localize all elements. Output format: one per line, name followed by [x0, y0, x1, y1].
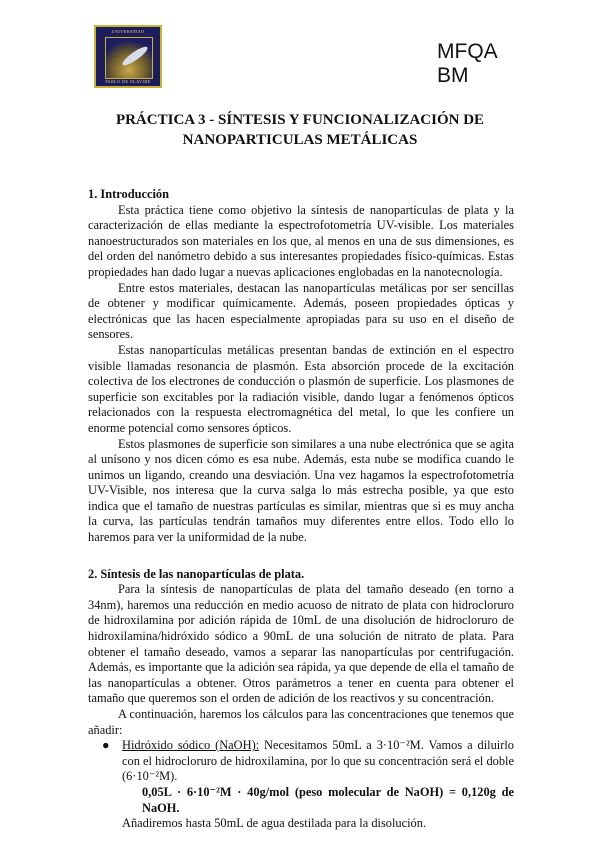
course-code	[437, 40, 498, 88]
paragraph: Estos plasmones de superficie son similares a una nube electrónica que se agita al unísono y nos dicen cómo es esa nube. Además, esta nube se modifica cuando le unimos un ligando, creando una desviación. Una vez hagamos la espectrofotometría UV-Visible, nos interesa que la curva salga lo más estrecha posible, ya que esto indica que el tamaño de nuestras partículas es similar, mientras que si es muy ancha la curva, las partículas tendrán tamaños muy diferentes entre ellos. Todo ello lo haremos para ver la uniformidad de la nube.	[88, 436, 514, 545]
quill-icon	[120, 44, 149, 68]
bullet-label: Hidróxido sódico (NaOH):	[122, 738, 260, 753]
title-line1: PRÁCTICA 3 - SÍNTESIS Y FUNCIONALIZACIÓN DE	[115, 112, 485, 128]
section-heading-synthesis: 2. Síntesis de las nanopartículas de plata.	[88, 566, 305, 581]
bullet-list	[88, 738, 514, 832]
title-line2: NANOPARTICULAS METÁLICAS	[182, 132, 418, 148]
logo-text-bottom: PABLO DE OLAVIDE	[105, 79, 151, 84]
course-code-line1: MFQA	[437, 40, 498, 63]
course-code-line2: BM	[437, 64, 469, 87]
bullet-note: Añadiremos hasta 50mL de agua destilada para la disolución.	[122, 816, 427, 831]
document-title	[60, 110, 540, 150]
paragraph: Para la síntesis de nanopartículas de plata del tamaño deseado (en torno a 34nm), haremos una reducción en medio acuoso de nitrato de plata con hidrocloruro de hidroxilamina por adición rápida de 10mL de una disolución de hidrocloruro de hidroxilamina/hidróxido sódico a 90mL de una solución de nitrato de plata. Para obtener el tamaño deseado, vamos a separar las nanopartículas por centrifugación. Además, es importante que la adición sea rápida, ya que depende de ella el tamaño de las nanopartículas a obtener. Otros parámetros a tener en cuenta para obtener el tamaño que queremos son el orden de adición de los reactivos y su concentración.	[88, 582, 514, 706]
formula: 0,05L · 6·10⁻²M · 40g/mol (peso molecular de NaOH) = 0,120g de NaOH.	[142, 784, 514, 815]
section-heading-introduction: 1. Introducción	[88, 187, 170, 201]
list-item	[102, 738, 514, 832]
bullet-icon: ●	[102, 738, 110, 753]
university-logo	[94, 25, 162, 88]
document-body	[88, 187, 514, 832]
paragraph: A continuación, haremos los cálculos para las concentraciones que tenemos que añadir:	[88, 707, 514, 737]
logo-emblem	[105, 37, 153, 79]
logo-text-top: UNIVERSIDAD	[111, 29, 145, 34]
paragraph: Esta práctica tiene como objetivo la síntesis de nanopartículas de plata y la caracterización de ellas mediante la espectrofotometría UV-visible. Los materiales nanoestructurados son materiales en los que, al menos en una de sus dimensiones, es del orden del nanómetro debido a sus interesantes propiedades físico-químicas. Estas propiedades han dado lugar a nuevas aplicaciones englobadas en la nanotecnología.	[88, 202, 514, 279]
bullet-text: Necesitamos 50mL a 3·10⁻²M. Vamos a diluirlo con el hidrocloruro de hidroxilamina, por lo que su concentración será el doble (6·10⁻²M).	[122, 738, 514, 784]
paragraph: Estas nanopartículas metálicas presentan bandas de extinción en el espectro visible llamadas resonancia de plasmón. Esta absorción procede de la excitación colectiva de los electrones de conducción o plasmón de superficie. Los plasmones de superficie son excitables por la radiación visible, dando lugar a fenómenos ópticos relacionados con la respuesta electromagnética del metal, lo que les confiere un enorme potencial como sensores ópticos.	[88, 342, 514, 435]
paragraph: Entre estos materiales, destacan las nanopartículas metálicas por ser sencillas de obtener y modificar químicamente. Además, poseen propiedades ópticas y electrónicas que las hacen especialmente apropiadas para su uso en el diseño de sensores.	[88, 280, 514, 342]
